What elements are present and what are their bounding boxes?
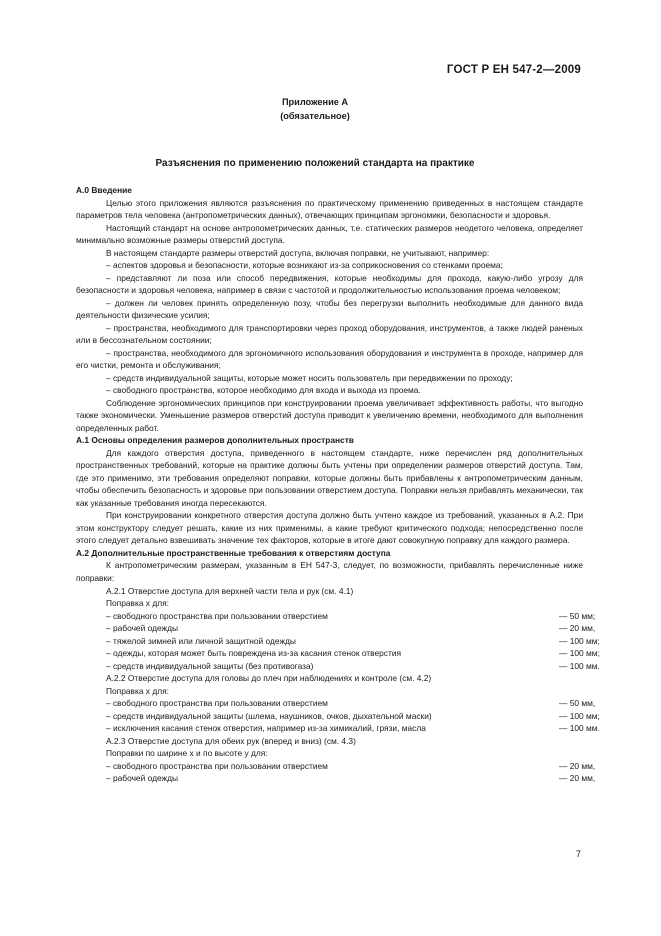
list-item: – пространства, необходимого для транспортировки через проход оборудования, инструментов, а также людей раненых или в бессознательном состоянии; [76,322,583,346]
allowance-text: – средств индивидуальной защиты (без противогаза) [106,660,314,671]
allowance-text: – свободного пространства при пользовании отверстием [106,760,328,771]
page-number: 7 [576,849,582,859]
allowance-value: — 100 мм; [559,710,600,721]
section-heading-a2: А.2 Дополнительные пространственные требования к отверстиям доступа [76,547,391,558]
allowance-value: — 100 мм; [559,635,600,646]
document-body [76,184,600,785]
subsection-heading-a21: А.2.1 Отверстие доступа для верхней части тела и рук (см. 4.1) [106,585,354,596]
allowance-value: — 20 мм, [559,760,596,771]
allowance-text: – тяжелой зимней или личной защитной одежды [106,635,296,646]
paragraph: Настоящий стандарт на основе антропометрических данных, т.е. статических размеров неодетого человека, определяет минимально возможные размеры отверстий доступа. [76,222,583,246]
allowance-value: — 20 мм, [559,773,596,784]
list-item: – должен ли человек принять определенную позу, чтобы без перегрузки выполнить необходимые для данного вида деятельности физические усилия; [76,297,583,321]
paragraph: Соблюдение эргономических принципов при конструировании проема увеличивает эффективность работы, что выгодно также экономически. Уменьшение размеров отверстий доступа приводит к увеличению времени, необходимого для выполнения определенных работ. [76,397,583,433]
list-item: – свободного пространства, которое необходимо для входа и выхода из проема. [106,385,421,396]
allowance-text: – исключения касания стенок отверстия, например из-за химикалий, грязи, масла [106,723,426,734]
allowance-row [76,722,600,735]
subsection-heading-a23: А.2.3 Отверстие доступа для обеих рук (вперед и вниз) (см. 4.3) [106,735,356,746]
allowance-value: — 50 мм; [559,610,596,621]
list-item: – аспектов здоровья и безопасности, которые возникают из-за соприкосновения со стенками проема; [106,260,503,271]
list-item: – пространства, необходимого для эргономичного использования оборудования и инструмента в проходе, например для его чистки, ремонта и обслуживания; [76,347,583,371]
allowance-row [76,647,600,660]
allowance-text: – средств индивидуальной защиты (шлема, наушников, очков, дыхательной маски) [106,710,432,721]
paragraph: К антропометрическим размерам, указанным в ЕН 547-3, следует, по возможности, прибавлять перечисленные ниже поправки: [76,560,583,583]
allowance-value: — 100 мм. [559,723,600,734]
allowance-row [76,772,596,785]
allowance-text: – одежды, которая может быть повреждена из-за касания стенок отверстия [106,648,402,659]
allowance-row [76,610,596,623]
page-title: Разъяснения по применению положений стандарта на практике [155,158,475,169]
paragraph: Для каждого отверстия доступа, приведенного в настоящем стандарте, ниже перечислен ряд дополнительных пространственных требований, которые на практике должны быть учтены при определении размеров отверстий доступа. Там, где это применимо, эти требования определяют поправки, которые должны быть прибавлены к антропометрическим данным, чтобы обеспечить безопасность и здоровье при пользовании отверстием доступа. Поправки нельзя прибавлять механически, так как указанные требования иногда пересекаются. [76,447,583,508]
allowance-row [76,697,596,710]
annex-status: (обязательное) [280,111,350,121]
list-item: – средств индивидуальной защиты, которые может носить пользователь при передвижении по проходу; [106,372,513,383]
allowance-label: Поправка x для: [106,685,169,696]
allowance-text: – рабочей одежды [106,623,179,634]
list-item: – представляют ли поза или способ передвижения, которые необходимы для прохода, какую-либо угрозу для безопасности и здоровья человека, например в связи с частотой и продолжительностью использования проема человеком; [76,272,583,296]
allowance-row [76,760,596,773]
allowance-row [76,660,600,673]
subsection-heading-a22: А.2.2 Отверстие доступа для головы до плеч при наблюдениях и контроле (см. 4.2) [106,673,432,684]
allowance-label: Поправка x для: [106,598,169,609]
annex-title: Приложение А [281,97,349,107]
allowance-row [76,710,600,723]
section-heading-a0: А.0 Введение [76,185,132,195]
section-heading-a1: А.1 Основы определения размеров дополнительных пространств [76,435,354,446]
paragraph: В настоящем стандарте размеры отверстий доступа, включая поправки, не учитывают, например: [106,247,490,258]
allowance-value: — 20 мм, [559,623,596,634]
allowance-value: — 50 мм, [559,698,596,709]
allowance-text: – свободного пространства при пользовании отверстием [106,610,328,621]
paragraph: При конструировании конкретного отверстия доступа должно быть учтено каждое из требований, указанных в А.2. При этом конструктору следует решать, какие из них применимы, а какие требуют критического подхода; непосредственно после этого следует детально взвешивать значение тех факторов, которые в итоге дают совокупную поправку для каждого размера. [76,510,583,546]
allowance-text: – свободного пространства при пользовании отверстием [106,698,328,709]
standard-header: ГОСТ Р ЕН 547-2—2009 [446,64,581,76]
allowance-row [76,635,600,648]
allowance-text: – рабочей одежды [106,773,179,784]
allowance-row [76,622,596,635]
allowance-label: Поправки по ширине x и по высоте y для: [106,748,268,759]
allowance-value: — 100 мм. [559,660,600,671]
allowance-value: — 100 мм; [559,648,600,659]
paragraph: Целью этого приложения являются разъяснения по практическому применению приведенных в настоящем стандарте параметров тела человека (антропометрических данных), отвечающих принципам эргономики, безопасности и здоровья. [76,197,583,221]
annex-heading [0,95,630,123]
